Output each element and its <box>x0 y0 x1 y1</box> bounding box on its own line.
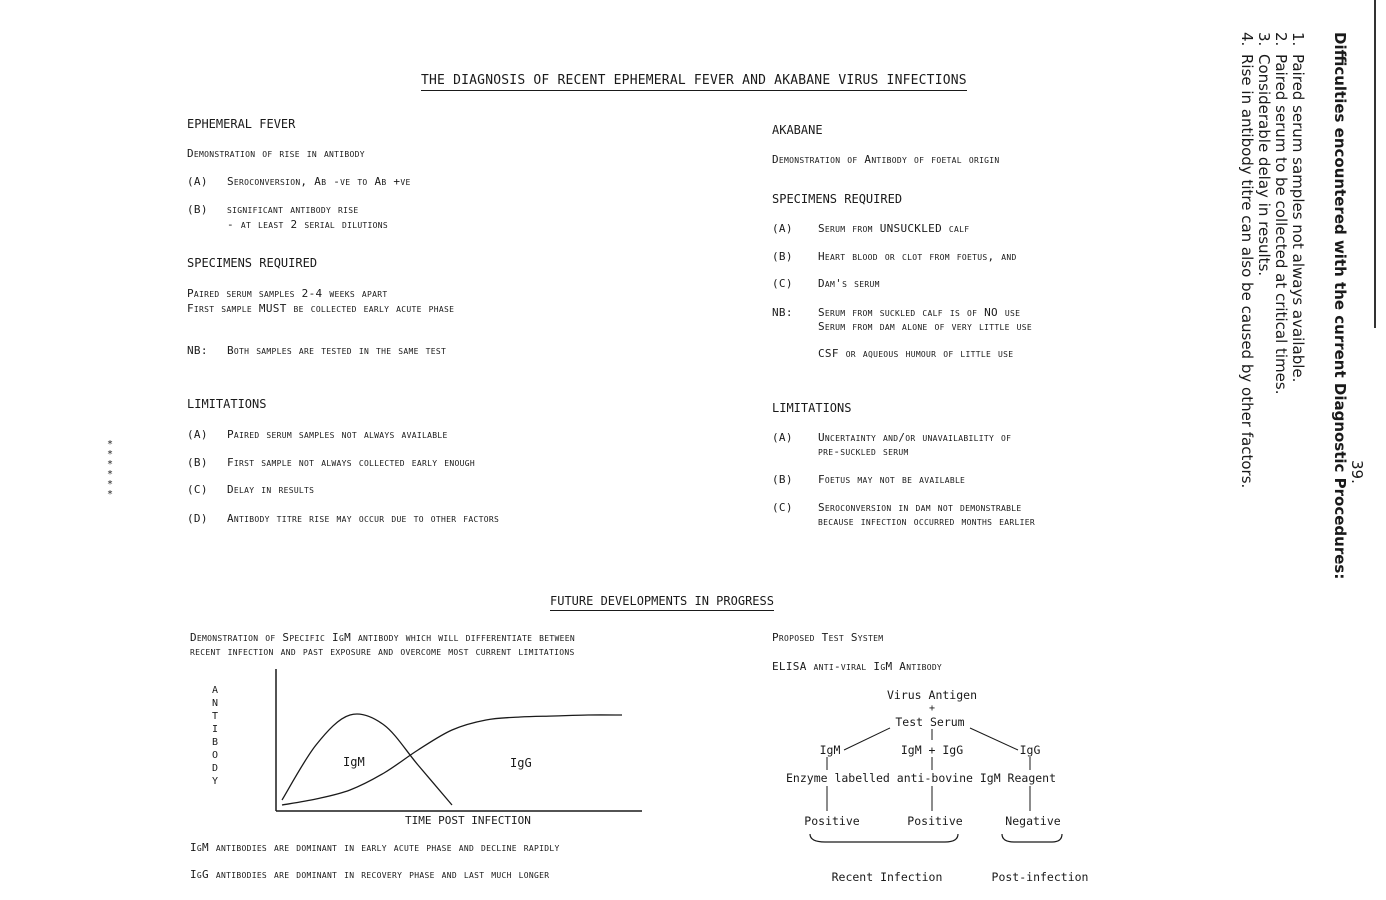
item-text: Foetus may not be available <box>818 473 966 486</box>
akabane-specimen-a <box>772 222 969 235</box>
node-virus-antigen: Virus Antigen <box>886 688 978 702</box>
node-test-serum: Test Serum <box>895 715 965 729</box>
ephemeral-limitation-a <box>187 428 448 441</box>
future-demo-line2: recent infection and past exposure and overcome most current limitations <box>190 645 575 658</box>
y-axis-label-letter: I <box>212 724 219 735</box>
ephemeral-specimens-heading: SPECIMENS REQUIRED <box>187 256 318 270</box>
series-igg-line <box>282 715 622 805</box>
future-demo-line1: Demonstration of Specific IgM antibody which will differentiate between <box>190 631 575 644</box>
item-label: (A) <box>187 175 208 188</box>
node-igm-igg: IgM + IgG <box>900 743 964 757</box>
future-heading: FUTURE DEVELOPMENTS IN PROGRESS <box>550 594 774 611</box>
ephemeral-item-b-continued: - at least 2 serial dilutions <box>227 218 389 231</box>
series-label-igg: IgG <box>510 756 532 770</box>
node-plus: + <box>928 703 936 714</box>
item-text: Heart blood or clot from foetus, and <box>818 250 1017 263</box>
akabane-heading: AKABANE <box>772 123 823 137</box>
series-igm-line <box>282 714 452 805</box>
series-label-igm: IgM <box>343 755 365 769</box>
bracket-post <box>1002 834 1062 842</box>
item-text: Delay in results <box>227 483 315 496</box>
item-number: 4. <box>1238 32 1256 47</box>
ephemeral-limitations-heading: LIMITATIONS <box>187 397 267 411</box>
akabane-specimen-b <box>772 250 1017 263</box>
item-text: significant antibody rise <box>227 203 359 216</box>
x-axis-label: TIME POST INFECTION <box>405 814 531 827</box>
node-negative: Negative <box>1005 814 1061 828</box>
item-text: Paired serum to be collected at critical times. <box>1272 54 1290 395</box>
akabane-limitation-a-continued: pre-suckled serum <box>818 445 909 458</box>
y-axis-label <box>212 685 218 787</box>
sidebar-heading: Difficulties encountered with the current Diagnostic Procedures: <box>1331 32 1349 580</box>
ephemeral-limitation-d <box>187 512 499 525</box>
akabane-limitation-c-continued: because infection occurred months earlier <box>818 515 1035 528</box>
item-label: (A) <box>187 428 208 441</box>
proposed-elisa: ELISA anti-viral IgM Antibody <box>772 660 943 673</box>
item-label: (C) <box>187 483 208 496</box>
node-reagent: Enzyme labelled anti-bovine IgM Reagent <box>786 771 1057 785</box>
edge-serum-igm <box>844 728 890 750</box>
y-axis-label-letter: B <box>212 737 219 748</box>
y-axis-label-letter: N <box>212 698 219 709</box>
ephemeral-demo: Demonstration of rise in antibody <box>187 147 365 160</box>
akabane-specimen-c <box>772 277 880 290</box>
y-axis-label-letter: T <box>212 711 219 722</box>
y-axis-label-letter: D <box>212 763 219 774</box>
nb-text: Serum from suckled calf is of NO use <box>818 306 1021 319</box>
sidebar-item-3 <box>1255 32 1272 276</box>
item-text: Serum from UNSUCKLED calf <box>818 222 970 235</box>
item-label: (A) <box>772 222 793 235</box>
y-axis-label-letter: Y <box>212 776 219 787</box>
akabane-limitations-heading: LIMITATIONS <box>772 401 852 415</box>
akabane-limitation-a <box>772 431 1011 444</box>
item-number: 1. <box>1289 32 1307 47</box>
sidebar-item-1 <box>1289 32 1306 382</box>
akabane-nb-line2: Serum from dam alone of very little use <box>818 320 1032 333</box>
item-label: (B) <box>187 456 208 469</box>
ephemeral-item-a <box>187 175 411 188</box>
item-number: 2. <box>1272 32 1290 47</box>
item-label: (A) <box>772 431 793 444</box>
future-note-igm: IgM antibodies are dominant in early acute phase and decline rapidly <box>190 841 560 854</box>
antibody-chart <box>200 665 660 835</box>
akabane-limitation-c <box>772 501 1021 514</box>
item-number: 3. <box>1255 32 1273 47</box>
node-igg: IgG <box>1019 743 1041 757</box>
nb-label: NB: <box>187 344 208 357</box>
item-text: Paired serum samples not always available. <box>1289 54 1307 383</box>
item-text: Uncertainty and/or unavailability of <box>818 431 1012 444</box>
sidebar-item-4 <box>1238 32 1255 488</box>
akabane-limitation-b <box>772 473 965 486</box>
y-axis-label-letter: A <box>212 685 219 696</box>
result-recent-infection: Recent Infection <box>831 870 943 884</box>
page-title: THE DIAGNOSIS OF RECENT EPHEMERAL FEVER AND AKABANE VIRUS INFECTIONS <box>421 73 967 91</box>
item-label: (C) <box>772 277 793 290</box>
item-text: Considerable delay in results. <box>1255 54 1273 277</box>
akabane-specimens-heading: SPECIMENS REQUIRED <box>772 192 903 206</box>
akabane-nb <box>772 306 1020 319</box>
result-post-infection: Post-infection <box>991 870 1089 884</box>
page-number: 39. <box>1348 460 1366 484</box>
ephemeral-specimen-line2: First sample MUST be collected early acute phase <box>187 302 455 315</box>
akabane-demo: Demonstration of Antibody of foetal origin <box>772 153 1000 166</box>
sidebar-item-2 <box>1272 32 1289 394</box>
node-igm: IgM <box>819 743 841 757</box>
ephemeral-limitation-c <box>187 483 314 496</box>
item-text: Seroconversion, Ab -ve to Ab +ve <box>227 175 411 188</box>
ephemeral-nb <box>187 344 446 357</box>
margin-asterisks: ****** <box>107 439 114 500</box>
item-text: First sample not always collected early enough <box>227 456 475 469</box>
item-label: (B) <box>187 203 208 216</box>
akabane-nb-line3: CSF or aqueous humour of little use <box>818 347 1014 360</box>
ephemeral-item-b <box>187 203 359 216</box>
edge-serum-igg <box>970 728 1018 750</box>
test-system-diagram <box>780 684 1090 894</box>
page-edge-rule <box>1374 0 1376 328</box>
item-label: (C) <box>772 501 793 514</box>
ephemeral-heading: EPHEMERAL FEVER <box>187 117 296 131</box>
nb-label: NB: <box>772 306 793 319</box>
node-positive-2: Positive <box>907 814 963 828</box>
item-label: (B) <box>772 250 793 263</box>
item-text: Seroconversion in dam not demonstrable <box>818 501 1022 514</box>
item-text: Paired serum samples not always available <box>227 428 448 441</box>
item-text: Antibody titre rise may occur due to other factors <box>227 512 500 525</box>
ephemeral-specimen-line1: Paired serum samples 2-4 weeks apart <box>187 287 388 300</box>
item-label: (B) <box>772 473 793 486</box>
item-text: Dam's serum <box>818 277 880 290</box>
nb-text: Both samples are tested in the same test <box>227 344 447 357</box>
y-axis-label-letter: O <box>212 750 219 761</box>
future-note-igg: IgG antibodies are dominant in recovery phase and last much longer <box>190 868 550 881</box>
node-positive-1: Positive <box>804 814 860 828</box>
item-text: Rise in antibody titre can also be caused by other factors. <box>1238 54 1256 489</box>
bracket-recent <box>810 834 958 842</box>
proposed-heading: Proposed Test System <box>772 631 884 644</box>
rotated-sidebar <box>1228 32 1368 752</box>
ephemeral-limitation-b <box>187 456 475 469</box>
item-label: (D) <box>187 512 208 525</box>
